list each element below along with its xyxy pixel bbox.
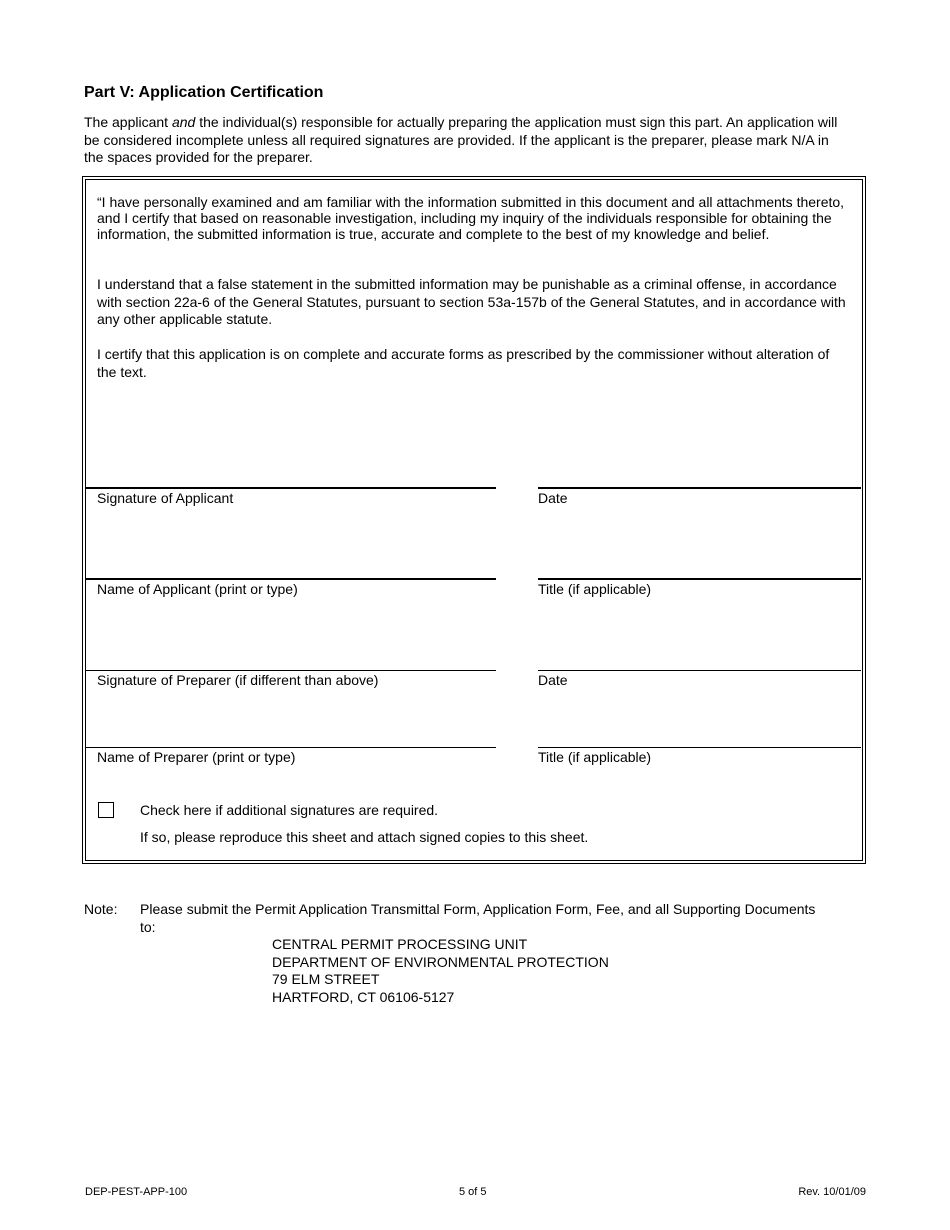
intro-emphasis: and bbox=[171, 114, 196, 130]
address-line-1: CENTRAL PERMIT PROCESSING UNIT bbox=[272, 936, 528, 952]
preparer-signature-label: Signature of Preparer (if different than above) bbox=[97, 672, 379, 688]
applicant-signature-line[interactable] bbox=[86, 487, 496, 489]
additional-signatures-instruction: If so, please reproduce this sheet and attach signed copies to this sheet. bbox=[140, 829, 589, 845]
preparer-signature-line[interactable] bbox=[86, 670, 496, 671]
intro-before: The applicant bbox=[84, 114, 172, 130]
title-label-2: Title (if applicable) bbox=[538, 749, 652, 765]
title-line-2[interactable] bbox=[538, 747, 861, 748]
preparer-name-line[interactable] bbox=[86, 747, 496, 748]
applicant-name-label: Name of Applicant (print or type) bbox=[97, 581, 298, 597]
title-label-1: Title (if applicable) bbox=[538, 581, 652, 597]
intro-paragraph bbox=[84, 114, 844, 167]
footer-revision: Rev. 10/01/09 bbox=[798, 1186, 866, 1198]
part-title: Part V: Application Certification bbox=[84, 84, 324, 101]
footer-page-number: 5 of 5 bbox=[459, 1186, 487, 1198]
title-line-1[interactable] bbox=[538, 578, 861, 580]
note-label: Note: bbox=[84, 901, 118, 917]
certification-paragraph-2: I understand that a false statement in the submitted information may be punishable as a criminal offense, in accordance with section 22a-6 of the General Statutes, pursuant to section 53a-157b of the General Statutes, and in accordance with any other applicable statute. bbox=[97, 276, 846, 327]
address-line-2: DEPARTMENT OF ENVIRONMENTAL PROTECTION bbox=[272, 953, 609, 970]
date-label-2: Date bbox=[538, 672, 568, 688]
note-text: Please submit the Permit Application Transmittal Form, Application Form, Fee, and all Supporting Documents to: bbox=[140, 901, 816, 935]
intro-after: the individual(s) responsible for actually preparing the application must sign this part. An application will be considered incomplete unless all required signatures are provided. If the applicant is the preparer, please mark N/A in the spaces provided for the preparer. bbox=[84, 114, 838, 165]
address-line-4: HARTFORD, CT 06106-5127 bbox=[272, 988, 455, 1005]
date-line-1[interactable] bbox=[538, 487, 861, 489]
date-label-1: Date bbox=[538, 490, 568, 506]
certification-paragraph-1: “I have personally examined and am familiar with the information submitted in this document and all attachments thereto, and I certify that based on reasonable investigation, including my inquiry of the individuals responsible for obtaining the information, the submitted information is true, accurate and complete to the best of my knowledge and belief. bbox=[97, 194, 845, 242]
certification-paragraph-3: I certify that this application is on complete and accurate forms as prescribed by the commissioner without alteration of the text. bbox=[97, 346, 830, 380]
footer-form-id: DEP-PEST-APP-100 bbox=[85, 1186, 188, 1198]
additional-signatures-label: Check here if additional signatures are required. bbox=[140, 802, 439, 818]
additional-signatures-checkbox[interactable] bbox=[98, 802, 114, 818]
applicant-name-line[interactable] bbox=[86, 578, 496, 580]
address-line-3: 79 ELM STREET bbox=[272, 971, 380, 987]
preparer-name-label: Name of Preparer (print or type) bbox=[97, 749, 296, 765]
applicant-signature-label: Signature of Applicant bbox=[97, 490, 234, 506]
date-line-2[interactable] bbox=[538, 670, 861, 671]
mailing-address bbox=[272, 936, 609, 1006]
